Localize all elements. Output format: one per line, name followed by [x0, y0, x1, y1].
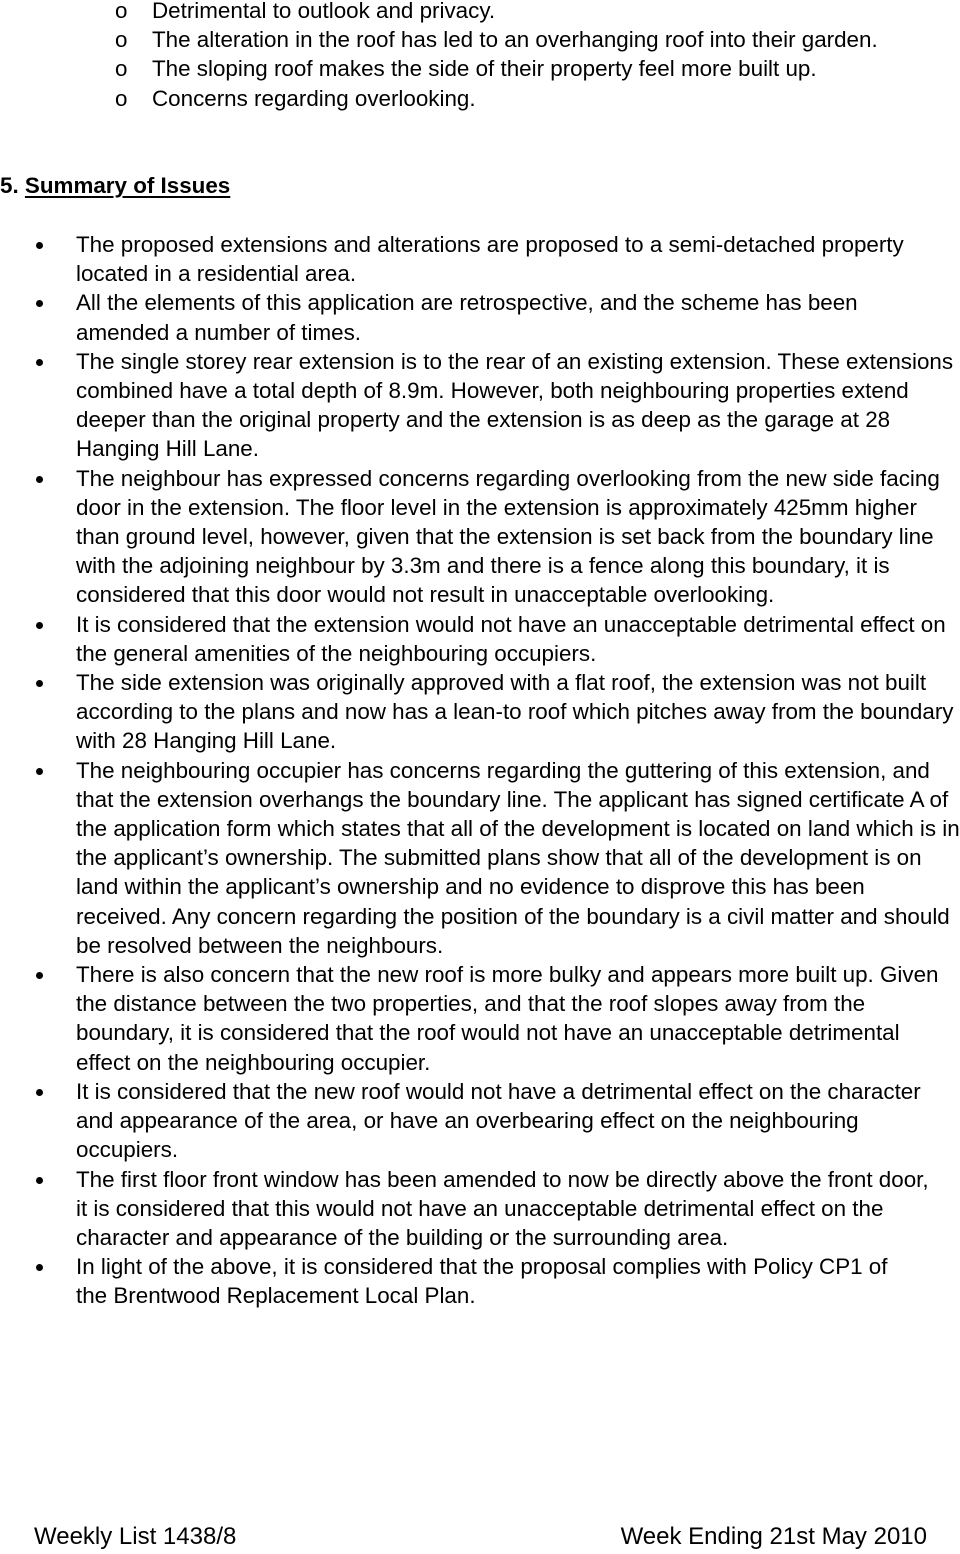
summary-bullet-list: [0, 230, 960, 1311]
objection-sublist: [0, 0, 960, 113]
sublist-item-text: Detrimental to outlook and privacy.: [152, 0, 496, 23]
section-number: 5.: [0, 173, 19, 198]
bullet-text: The side extension was originally approved with a flat roof, the extension was not built according to the plans and now has a lean-to roof which pitches away from the boundary with 28 Hanging Hill Lane.: [76, 670, 954, 754]
bullet-item: [0, 288, 960, 346]
bullet-text: It is considered that the extension would not have an unacceptable detrimental effect on the general amenities of the neighbouring occupiers.: [76, 611, 946, 666]
bullet-text: The neighbouring occupier has concerns regarding the guttering of this extension, and that the extension overhangs the boundary line. The applicant has signed certificate A of the application form which states that all of the development is located on land which is in the applicant’s ownership. The submitted plans show that all of the development is on land within the applicant’s ownership and no evidence to disprove this has been received. Any concern regarding the position of the boundary is a civil matter and should be resolved between the neighbours.: [76, 757, 960, 958]
sublist-item-text: The alteration in the roof has led to an overhanging roof into their garden.: [152, 27, 878, 53]
bullet-text: The neighbour has expressed concerns regarding overlooking from the new side facing door in the extension. The floor level in the extension is approximately 425mm higher than ground level, however, given that the extension is set back from the boundary line with the adjoining neighbour by 3.3m and there is a fence along this boundary, it is considered that this door would not result in unacceptable overlooking.: [76, 465, 940, 608]
sublist-item: [0, 84, 960, 113]
bullet-item: [0, 756, 960, 960]
bullet-text: The proposed extensions and alterations are proposed to a semi-detached property located in a residential area.: [76, 232, 904, 287]
sublist-marker: o: [115, 27, 128, 53]
bullet-icon: [36, 1089, 43, 1096]
sublist-marker: o: [115, 0, 128, 23]
bullet-item: [0, 960, 960, 1077]
sublist-item-text: The sloping roof makes the side of their property feel more built up.: [152, 56, 817, 82]
section-title: Summary of Issues: [24, 173, 231, 198]
bullet-text: All the elements of this application are retrospective, and the scheme has been amended a number of times.: [76, 290, 858, 345]
bullet-icon: [36, 476, 43, 483]
footer-weekly-list: Weekly List 1438/8: [34, 1523, 237, 1550]
sublist-marker: o: [115, 85, 128, 111]
bullet-icon: [36, 359, 43, 366]
bullet-icon: [36, 622, 43, 629]
bullet-text: In light of the above, it is considered that the proposal complies with Policy CP1 of the Brentwood Replacement Local Plan.: [76, 1254, 888, 1309]
bullet-text: There is also concern that the new roof is more bulky and appears more built up. Given the distance between the two properties, and that the roof slopes away from the boundary, it is considered that the roof would not have an unacceptable detrimental effect on the neighbouring occupier.: [76, 962, 939, 1075]
bullet-icon: [36, 300, 43, 307]
bullet-item: [0, 610, 960, 668]
sublist-marker: o: [115, 56, 128, 82]
sublist-item-text: Concerns regarding overlooking.: [152, 85, 476, 111]
bullet-item: [0, 464, 960, 610]
bullet-icon: [36, 1177, 43, 1184]
bullet-item: [0, 1165, 960, 1253]
bullet-icon: [36, 1264, 43, 1271]
bullet-icon: [36, 242, 43, 249]
bullet-text: It is considered that the new roof would not have a detrimental effect on the character and appearance of the area, or have an overbearing effect on the neighbouring occupiers.: [76, 1078, 921, 1163]
sublist-item: [0, 0, 960, 25]
bullet-item: [0, 668, 960, 756]
bullet-item: [0, 347, 960, 464]
section-heading: [0, 171, 230, 201]
bullet-text: The single storey rear extension is to the rear of an existing extension. These extensions combined have a total depth of 8.9m. However, both neighbouring properties extend deeper than the original property and the extension is as deep as the garage at 28 Hanging Hill Lane.: [76, 348, 954, 462]
bullet-item: [0, 1252, 960, 1310]
bullet-icon: [36, 768, 43, 775]
bullet-icon: [36, 972, 43, 979]
bullet-item: [0, 1077, 960, 1165]
bullet-item: [0, 230, 960, 288]
bullet-text: The first floor front window has been amended to now be directly above the front door, it is considered that this would not have an unacceptable detrimental effect on the character and appearance of the building or the surrounding area.: [76, 1166, 929, 1250]
footer-week-ending: Week Ending 21st May 2010: [620, 1523, 927, 1550]
bullet-icon: [36, 680, 43, 687]
sublist-item: [0, 54, 960, 83]
sublist-item: [0, 25, 960, 54]
